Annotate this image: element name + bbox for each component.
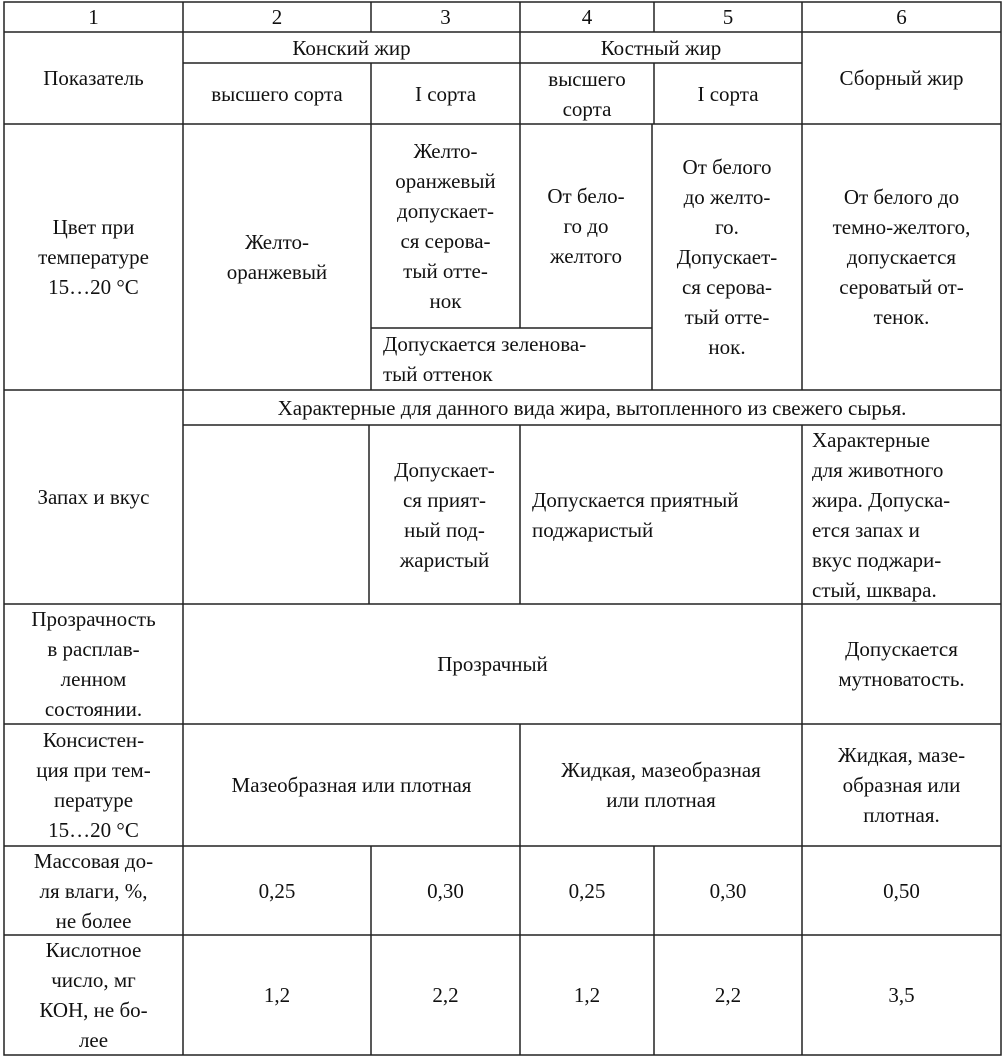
header-bone-fat: Костный жир [600, 35, 722, 60]
header-horse-fat: Конский жир [292, 35, 411, 60]
row-smell-c45: Допускается приятный поджаристый [532, 487, 739, 542]
colnum-2: 2 [271, 5, 283, 29]
row-clarity-label: Прозрачность в расплав- ленном состоянии. [31, 607, 156, 721]
row-consistency-c6: Жидкая, мазе- образная или плотная. [837, 743, 966, 827]
header-horse-premium: высшего сорта [211, 81, 343, 106]
row-acid-label: Кислотное число, мг КОН, не бо- лее [39, 938, 148, 1052]
row-clarity-c6: Допускается мутноватость. [838, 637, 965, 691]
row-smell-common: Характерные для данного вида жира, вытопленного из свежего сырья. [277, 395, 907, 420]
colnum-6: 6 [896, 5, 907, 29]
row-moisture-c6: 0,50 [883, 878, 920, 903]
row-color-c4: От бело- го до желтого [547, 184, 625, 268]
row-color-c2: Желто- оранжевый [226, 230, 328, 284]
row-moisture-c2: 0,25 [258, 878, 296, 903]
header-bone-first: I сорта [697, 81, 759, 106]
row-acid-c6: 3,5 [888, 983, 915, 1007]
row-color-c6: От белого до темно-желтого, допускается сероватый от- тенок. [832, 185, 971, 329]
row-acid-c2: 1,2 [263, 983, 291, 1007]
row-smell-c3: Допускает- ся прият- ный под- жаристый [394, 457, 495, 572]
row-moisture-label: Массовая до- ля влаги, %, не более [33, 848, 154, 933]
row-acid-c4: 1,2 [573, 983, 601, 1007]
row-smell-label: Запах и вкус [37, 485, 150, 509]
colnum-1: 1 [88, 5, 99, 29]
row-consistency-c45: Жидкая, мазеобразная или плотная [561, 758, 761, 812]
row-clarity-c25: Прозрачный [437, 652, 548, 676]
row-moisture-c4: 0,25 [568, 878, 606, 903]
colnum-4: 4 [581, 5, 593, 29]
header-bone-premium: высшего сорта [548, 66, 626, 121]
row-consistency-c23: Мазеобразная или плотная [231, 773, 472, 797]
row-smell-c6: Характерные для животного жира. Допуска- ется запах и вкус поджари- стый, шквара. [812, 427, 951, 602]
row-color-label: Цвет при температуре 15…20 °C [38, 215, 149, 299]
row-consistency-label: Консистен- ция при тем- пературе 15…20 °C [36, 728, 151, 842]
row-color-c3: Желто- оранжевый допускает- ся серова- тый отте- нок [395, 139, 496, 313]
colnum-5: 5 [722, 5, 734, 29]
row-moisture-c3: 0,30 [427, 878, 464, 903]
header-horse-first: I сорта [414, 81, 477, 106]
row-acid-c5: 2,2 [714, 983, 742, 1007]
colnum-3: 3 [440, 5, 451, 29]
header-mixed-fat: Сборный жир [839, 66, 964, 90]
row-color-c5: От белого до желто- го. Допускает- ся серова- тый отте- нок. [676, 155, 778, 359]
row-color-c34: Допускается зеленова- тый оттенок [383, 332, 587, 386]
header-indicator: Показатель [43, 66, 144, 90]
row-moisture-c5: 0,30 [709, 878, 747, 903]
row-acid-c3: 2,2 [432, 983, 459, 1007]
